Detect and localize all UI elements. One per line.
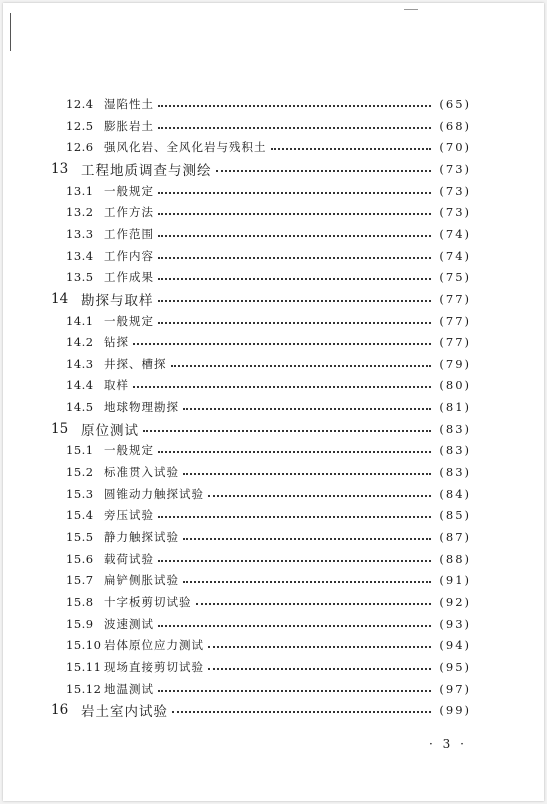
toc-entry-number: 15.11	[66, 659, 102, 674]
toc-entry-number: 15.10	[66, 638, 102, 653]
toc-entry-number: 14.1	[66, 313, 94, 328]
toc-entry-title: 岩体原位应力测试	[104, 638, 204, 653]
toc-entry-page: (75)	[439, 270, 471, 285]
dot-leader	[171, 365, 432, 367]
toc-entry-title: 载荷试验	[104, 551, 154, 566]
toc-entry-title: 岩土室内试验	[81, 704, 168, 721]
toc-entry-page: (88)	[439, 551, 471, 566]
toc-entry-page: (87)	[439, 530, 471, 544]
dot-leader	[133, 386, 431, 388]
toc-entry-number: 15.8	[66, 594, 94, 609]
toc-entry-title: 工作方法	[104, 205, 154, 220]
toc-entry-page: (99)	[439, 703, 471, 718]
toc-entry-title: 十字板剪切试验	[104, 594, 192, 609]
toc-entry-number: 15.6	[66, 551, 94, 566]
toc-entry-number: 16	[51, 702, 69, 719]
dot-leader	[158, 560, 431, 562]
toc-section-row	[3, 181, 544, 201]
toc-entry-title: 工程地质调查与测绘	[81, 162, 212, 179]
toc-section-row	[3, 549, 544, 569]
toc-entry-title: 现场直接剪切试验	[104, 659, 204, 674]
dot-leader	[208, 646, 431, 648]
toc-entry-number: 14	[51, 290, 69, 307]
toc-section-row	[3, 202, 544, 222]
toc-entry-number: 14.5	[66, 400, 94, 415]
toc-entry-page: (83)	[439, 465, 471, 480]
dot-leader	[158, 516, 431, 518]
dot-leader	[158, 105, 431, 107]
toc-entry-page: (73)	[439, 161, 471, 176]
dot-leader	[172, 711, 431, 713]
toc-section-row	[3, 267, 544, 287]
toc-entry-title: 扁铲侧胀试验	[104, 573, 179, 588]
page-number: · 3 ·	[429, 737, 467, 751]
toc-entry-number: 12.6	[66, 140, 94, 155]
toc-entry-page: (85)	[439, 508, 471, 523]
toc-entry-number: 14.4	[66, 378, 94, 393]
dot-leader	[183, 581, 431, 583]
toc-section-row	[3, 354, 544, 374]
toc-entry-number: 15.3	[66, 486, 94, 501]
toc-entry-page: (95)	[439, 659, 471, 674]
toc-entry-page: (73)	[439, 183, 471, 198]
toc-entry-page: (70)	[439, 140, 471, 155]
toc-section-row	[3, 462, 544, 482]
toc-chapter-row	[3, 289, 544, 309]
toc-entry-number: 15.1	[66, 443, 94, 458]
dot-leader	[158, 451, 431, 453]
toc-entry-page: (91)	[439, 573, 471, 588]
dot-leader	[196, 603, 432, 605]
toc-section-row	[3, 375, 544, 395]
toc-entry-number: 15.2	[66, 465, 94, 480]
toc-entry-page: (73)	[439, 205, 471, 220]
toc-section-row	[3, 657, 544, 677]
dot-leader	[143, 430, 431, 432]
toc-entry-number: 13.5	[66, 270, 94, 285]
dot-leader	[158, 322, 431, 324]
toc-entry-page: (80)	[439, 378, 471, 393]
toc-entry-title: 工作内容	[104, 248, 154, 263]
dot-leader	[158, 192, 431, 194]
toc-entry-title: 勘探与取样	[81, 292, 154, 309]
dot-leader	[216, 170, 432, 172]
toc-entry-title: 一般规定	[104, 183, 154, 198]
toc-entry-page: (93)	[439, 616, 471, 631]
binding-margin-line	[10, 13, 11, 51]
toc-entry-number: 15.7	[66, 573, 94, 588]
dot-leader	[183, 473, 431, 475]
toc-section-row	[3, 116, 544, 136]
toc-entry-page: (84)	[439, 486, 471, 501]
dot-leader	[158, 213, 431, 215]
top-edge-mark	[404, 9, 418, 10]
toc-entry-title: 工作范围	[104, 226, 154, 241]
toc-section-row	[3, 137, 544, 157]
toc-entry-title: 原位测试	[81, 422, 139, 439]
toc-entry-page: (68)	[439, 118, 471, 133]
toc-entry-page: (83)	[439, 421, 471, 436]
toc-entry-number: 13.4	[66, 248, 94, 263]
toc-section-row	[3, 484, 544, 504]
toc-entry-number: 15.5	[66, 530, 94, 544]
dot-leader	[158, 127, 431, 129]
toc-entry-title: 一般规定	[104, 313, 154, 328]
dot-leader	[158, 300, 432, 302]
toc-entry-page: (94)	[439, 638, 471, 653]
dot-leader	[183, 538, 431, 540]
toc-entry-page: (92)	[439, 594, 471, 609]
toc-entry-title: 一般规定	[104, 443, 154, 458]
toc-entry-page: (77)	[439, 335, 471, 350]
toc-entry-page: (74)	[439, 248, 471, 263]
toc-section-row	[3, 94, 544, 114]
toc-entry-title: 地球物理勘探	[104, 400, 179, 415]
toc-section-row	[3, 614, 544, 634]
dot-leader	[208, 668, 431, 670]
toc-entry-page: (81)	[439, 400, 471, 415]
dot-leader	[208, 495, 431, 497]
dot-leader	[158, 625, 431, 627]
toc-entry-title: 静力触探试验	[104, 530, 179, 544]
toc-entry-page: (97)	[439, 681, 471, 696]
toc-entry-title: 钻探	[104, 335, 129, 350]
toc-section-row	[3, 397, 544, 417]
toc-entry-title: 地温测试	[104, 681, 154, 696]
toc-entry-title: 湿陷性土	[104, 97, 154, 111]
toc-entry-number: 15.4	[66, 508, 94, 523]
toc-section-row	[3, 635, 544, 655]
toc-entry-page: (77)	[439, 291, 471, 306]
toc-section-row	[3, 570, 544, 590]
toc-entry-number: 13	[51, 160, 69, 177]
toc-entry-title: 膨胀岩土	[104, 118, 154, 133]
toc-entry-number: 13.2	[66, 205, 94, 220]
dot-leader	[183, 408, 431, 410]
toc-section-row	[3, 224, 544, 244]
toc-entry-page: (74)	[439, 226, 471, 241]
toc-entry-number: 13.1	[66, 183, 94, 198]
toc-entry-title: 圆锥动力触探试验	[104, 486, 204, 501]
toc-entry-number: 12.4	[66, 97, 94, 111]
dot-leader	[158, 235, 431, 237]
toc-entry-page: (65)	[439, 97, 471, 111]
toc-entry-number: 15.12	[66, 681, 102, 696]
toc-section-row	[3, 679, 544, 699]
toc-section-row	[3, 527, 544, 547]
toc-entry-number: 13.3	[66, 226, 94, 241]
toc-section-row	[3, 505, 544, 525]
toc-entry-title: 标准贯入试验	[104, 465, 179, 480]
toc-section-row	[3, 440, 544, 460]
toc-chapter-row	[3, 419, 544, 439]
toc-entry-number: 14.3	[66, 356, 94, 371]
toc-entry-title: 工作成果	[104, 270, 154, 285]
dot-leader	[133, 343, 431, 345]
dot-leader	[271, 148, 432, 150]
toc-entry-number: 12.5	[66, 118, 94, 133]
dot-leader	[158, 690, 431, 692]
toc-entry-title: 旁压试验	[104, 508, 154, 523]
toc-entry-page: (79)	[439, 356, 471, 371]
toc-entry-title: 强风化岩、全风化岩与残积土	[104, 140, 267, 155]
document-page	[3, 3, 544, 801]
toc-entry-page: (77)	[439, 313, 471, 328]
toc-entry-number: 15	[51, 420, 69, 437]
toc-entry-number: 15.9	[66, 616, 94, 631]
toc-entry-page: (83)	[439, 443, 471, 458]
toc-entry-number: 14.2	[66, 335, 94, 350]
toc-entry-title: 取样	[104, 378, 129, 393]
dot-leader	[158, 257, 431, 259]
toc-chapter-row	[3, 159, 544, 179]
toc-section-row	[3, 332, 544, 352]
toc-section-row	[3, 592, 544, 612]
toc-entry-title: 井探、槽探	[104, 356, 167, 371]
dot-leader	[158, 278, 431, 280]
toc-section-row	[3, 246, 544, 266]
toc-entry-title: 波速测试	[104, 616, 154, 631]
toc-chapter-row	[3, 700, 544, 720]
toc-section-row	[3, 311, 544, 331]
